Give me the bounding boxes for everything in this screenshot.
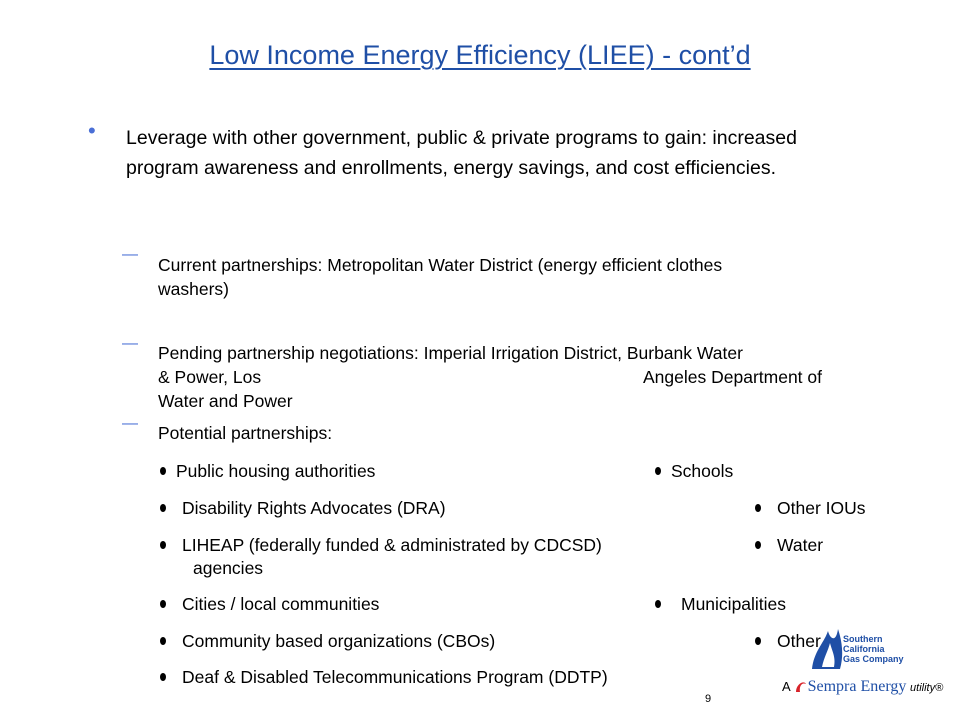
partner-item: Municipalities (655, 592, 786, 616)
bullet-dot-icon (655, 600, 661, 608)
partner-item-continued: agencies (193, 558, 264, 578)
sub-bullet-current-line1: Current partnerships: Metropolitan Water District (energy efficient clothes (158, 255, 723, 275)
dash-icon: — (122, 335, 138, 352)
bullet-dot-icon (755, 637, 761, 645)
slide-title: Low Income Energy Efficiency (LIEE) - cont’d (209, 40, 751, 70)
dash-icon: — (122, 246, 138, 263)
bullet-dot-icon (160, 504, 166, 512)
sub-bullet-pending-line2b: Angeles Department of (643, 367, 822, 387)
bullet-dot-icon (160, 673, 166, 681)
partner-item: Water (755, 533, 823, 557)
dash-icon: — (122, 415, 138, 432)
logo-company-name: Southern California Gas Company (843, 634, 904, 664)
sub-bullet-current-line2: washers) (158, 279, 229, 299)
partner-item: LIHEAP (federally funded & administrated by CDCSD) (160, 533, 602, 557)
partner-item: Public housing authorities (160, 459, 375, 483)
partner-item: Schools (655, 459, 733, 483)
bullet-dot-icon (160, 541, 166, 549)
bullet-icon: • (88, 118, 96, 143)
page-number: 9 (705, 693, 712, 705)
partner-item: Other (755, 629, 821, 653)
bullet-dot-icon (160, 467, 166, 475)
partner-item: Cities / local communities (160, 592, 379, 616)
bullet-dot-icon (160, 600, 166, 608)
bullet-dot-icon (655, 467, 661, 475)
partner-item: Disability Rights Advocates (DRA) (160, 496, 446, 520)
sub-bullet-potential: Potential partnerships: (158, 423, 333, 443)
sempra-swirl-icon (794, 678, 808, 697)
sub-bullet-pending-line3: Water and Power (158, 391, 293, 411)
bullet-dot-icon (755, 504, 761, 512)
partner-item: Community based organizations (CBOs) (160, 629, 495, 653)
main-bullet-text: Leverage with other government, public & private programs to gain: increased program awareness and enrollments, energy savings, and cost efficiencies. (126, 127, 797, 179)
bullet-dot-icon (755, 541, 761, 549)
bullet-dot-icon (160, 637, 166, 645)
partner-item: Other IOUs (755, 496, 866, 520)
sub-bullet-pending-line1: Pending partnership negotiations: Imperial Irrigation District, Burbank Water (158, 343, 743, 363)
partner-item: Deaf & Disabled Telecommunications Program (DDTP) (160, 665, 608, 689)
sub-bullet-pending-line2a: & Power, Los (158, 367, 262, 387)
sempra-logo: A Sempra Energy utility® (782, 678, 943, 697)
